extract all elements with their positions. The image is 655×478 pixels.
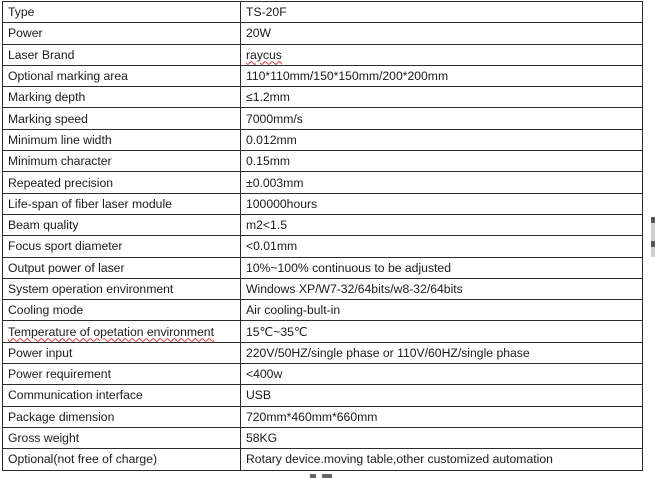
spec-label: Power requirement <box>3 364 241 385</box>
table-row <box>3 257 643 278</box>
table-row <box>3 151 643 172</box>
table-row <box>3 193 643 214</box>
spec-value: ±0.003mm <box>241 172 643 193</box>
spec-label: Beam quality <box>3 214 241 235</box>
table-row <box>3 449 643 470</box>
spec-label <box>3 321 241 342</box>
spec-label: Output power of laser <box>3 257 241 278</box>
resize-mark <box>310 474 316 478</box>
spec-label: Repeated precision <box>3 172 241 193</box>
table-row <box>3 300 643 321</box>
spec-value: 100000hours <box>241 193 643 214</box>
resize-mark <box>322 474 332 478</box>
spec-label: Focus sport diameter <box>3 236 241 257</box>
spec-value: Rotary device.moving table,other customized automation <box>241 449 643 470</box>
spec-value: <400w <box>241 364 643 385</box>
table-row <box>3 129 643 150</box>
spec-label: Gross weight <box>3 427 241 448</box>
spell-flagged-text: raycus <box>246 47 282 62</box>
spec-value: 10%~100% continuous to be adjusted <box>241 257 643 278</box>
table-row <box>3 23 643 44</box>
resize-handle-marks <box>310 474 340 478</box>
spec-value <box>241 44 643 65</box>
spec-label: Cooling mode <box>3 300 241 321</box>
table-row <box>3 278 643 299</box>
spec-label: Package dimension <box>3 406 241 427</box>
spec-value: <0.01mm <box>241 236 643 257</box>
spec-value: Air cooling-bult-in <box>241 300 643 321</box>
table-row <box>3 364 643 385</box>
spec-label: Optional marking area <box>3 65 241 86</box>
table-row <box>3 342 643 363</box>
spec-sheet <box>2 1 643 471</box>
spec-label: Life-span of fiber laser module <box>3 193 241 214</box>
spec-value: 58KG <box>241 427 643 448</box>
spec-value: m2<1.5 <box>241 214 643 235</box>
spec-label: Communication interface <box>3 385 241 406</box>
spec-label: Laser Brand <box>3 44 241 65</box>
table-row <box>3 321 643 342</box>
table-row <box>3 2 643 23</box>
spec-value: 720mm*460mm*660mm <box>241 406 643 427</box>
spec-label: Marking depth <box>3 87 241 108</box>
spec-value: 0.15mm <box>241 151 643 172</box>
spec-value: 0.012mm <box>241 129 643 150</box>
spec-label: Minimum line width <box>3 129 241 150</box>
spec-value: 20W <box>241 23 643 44</box>
spell-flagged-text: Temperature of opetation environment <box>8 324 214 339</box>
table-row <box>3 214 643 235</box>
spec-value: 15℃~35℃ <box>241 321 643 342</box>
spec-label: Power <box>3 23 241 44</box>
scroll-notch <box>651 217 655 223</box>
spec-label: Power input <box>3 342 241 363</box>
spec-label: System operation environment <box>3 278 241 299</box>
spec-label: Minimum character <box>3 151 241 172</box>
spec-value: 110*110mm/150*150mm/200*200mm <box>241 65 643 86</box>
table-row <box>3 385 643 406</box>
table-row <box>3 44 643 65</box>
table-row <box>3 108 643 129</box>
spec-value: ≤1.2mm <box>241 87 643 108</box>
spec-label: Optional(not free of charge) <box>3 449 241 470</box>
spec-value: 220V/50HZ/single phase or 110V/60HZ/single phase <box>241 342 643 363</box>
table-row <box>3 65 643 86</box>
scroll-notch <box>651 241 655 247</box>
table-row <box>3 406 643 427</box>
table-row <box>3 172 643 193</box>
spec-value: USB <box>241 385 643 406</box>
scrollbar-fragment[interactable] <box>651 217 655 257</box>
table-row <box>3 87 643 108</box>
spec-value: TS-20F <box>241 2 643 23</box>
spec-table <box>2 1 643 471</box>
table-row <box>3 427 643 448</box>
table-row <box>3 236 643 257</box>
spec-value: Windows XP/W7-32/64bits/w8-32/64bits <box>241 278 643 299</box>
spec-value: 7000mm/s <box>241 108 643 129</box>
spec-label: Marking speed <box>3 108 241 129</box>
spec-label: Type <box>3 2 241 23</box>
